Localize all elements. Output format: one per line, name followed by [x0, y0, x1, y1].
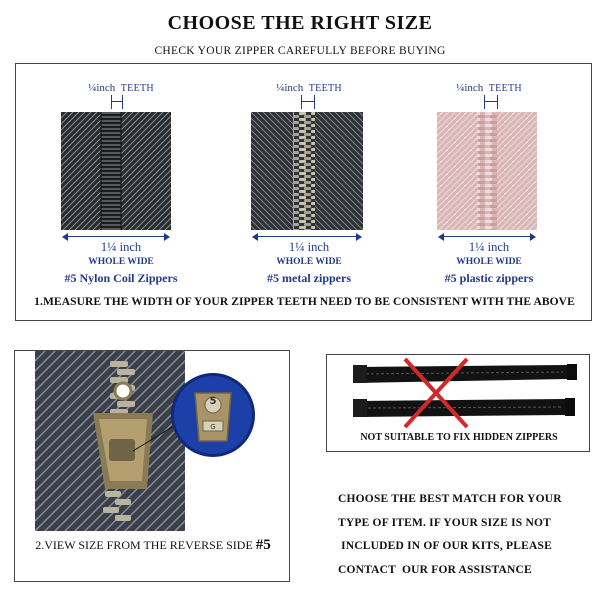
teeth-width-marker	[111, 95, 123, 109]
nylon-zipper-image	[61, 112, 171, 230]
zipper-slider-photo	[15, 351, 290, 531]
whole-width-value: 1¼ inch	[468, 240, 510, 254]
teeth-label	[399, 82, 579, 94]
teeth-word: TEETH	[308, 83, 342, 94]
teeth-label	[219, 82, 399, 94]
advice-line: CONTACT OUR FOR ASSISTANCE	[338, 563, 532, 576]
brand-letter-badge: G	[210, 423, 216, 431]
metal-zipper-image	[251, 112, 363, 230]
plastic-zipper-image	[437, 112, 537, 230]
teeth-size: ¼inch	[456, 82, 484, 94]
reverse-side-instruction	[15, 537, 290, 554]
reverse-side-size: #5	[255, 537, 271, 553]
teeth-width-marker	[301, 95, 315, 109]
zipper-type: #5 Nylon Coil Zippers	[64, 271, 178, 285]
teeth-label	[31, 82, 211, 94]
teeth-size: ¼inch	[276, 82, 304, 94]
whole-width-value: 1¼ inch	[100, 240, 142, 254]
slider-closeup-icon	[181, 383, 245, 447]
zipper-card-nylon	[31, 64, 211, 294]
whole-width-label: WHOLE WIDE	[276, 257, 342, 267]
teeth-width-marker	[484, 95, 498, 109]
page-title: CHOOSE THE RIGHT SIZE	[167, 12, 433, 34]
whole-width-label: WHOLE WIDE	[456, 257, 522, 267]
teeth-word: TEETH	[488, 83, 522, 94]
advice-line: CHOOSE THE BEST MATCH FOR YOUR	[338, 493, 562, 505]
not-suitable-label: NOT SUITABLE TO FIX HIDDEN ZIPPERS	[360, 432, 558, 443]
size-number-badge: 5	[209, 396, 217, 407]
zipper-type: #5 plastic zippers	[444, 271, 534, 285]
teeth-size: ¼inch	[88, 82, 116, 94]
whole-width-value: 1¼ inch	[288, 240, 330, 254]
zipper-card-metal	[219, 64, 399, 294]
advice-line: INCLUDED IN OF OUR KITS, PLEASE	[338, 540, 552, 552]
reverse-side-panel	[14, 350, 290, 582]
measure-instruction: 1.MEASURE THE WIDTH OF YOUR ZIPPER TEETH NEED TO BE CONSISTENT WITH THE ABOVE	[34, 296, 575, 308]
hidden-zipper-panel	[326, 354, 590, 452]
zipper-type: #5 metal zippers	[267, 271, 351, 285]
page-subtitle: CHECK YOUR ZIPPER CAREFULLY BEFORE BUYING	[154, 45, 446, 57]
advice-text	[338, 488, 600, 582]
teeth-word: TEETH	[120, 83, 154, 94]
zipper-size-panel	[15, 63, 592, 321]
whole-width-label: WHOLE WIDE	[88, 257, 154, 267]
zipper-card-plastic	[399, 64, 579, 294]
hidden-zipper-image	[327, 355, 590, 431]
reverse-side-text: 2.VIEW SIZE FROM THE REVERSE SIDE	[35, 538, 253, 552]
advice-line: TYPE OF ITEM. IF YOUR SIZE IS NOT	[338, 516, 551, 529]
